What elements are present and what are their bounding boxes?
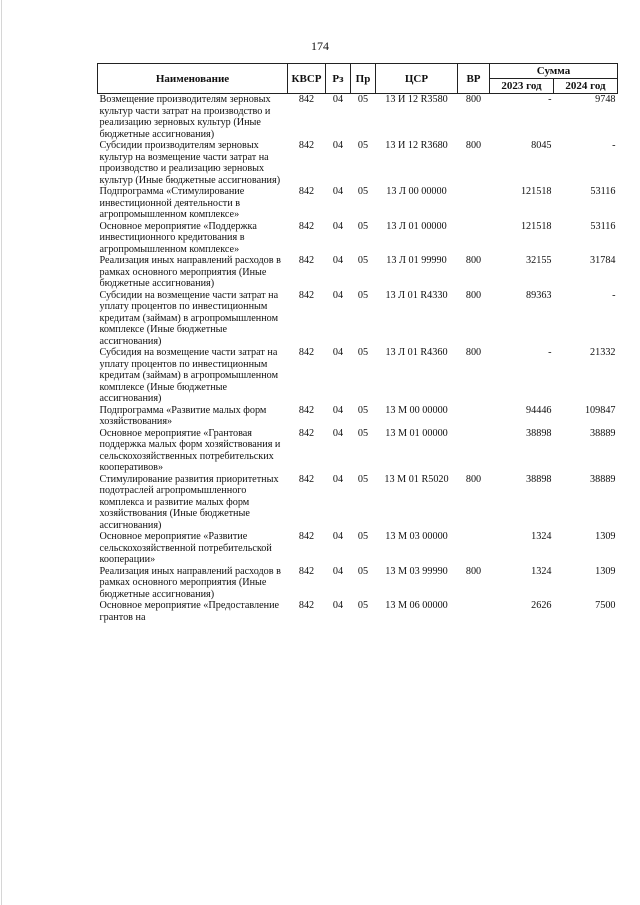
row-sum-2023-cell: 38898 [526, 427, 552, 439]
table-row [98, 474, 618, 532]
table-row [98, 600, 618, 623]
row-pr-cell: 05 [357, 94, 369, 105]
row-sum-2024-cell: 53116 [590, 186, 616, 197]
row-vr-cell: 800 [465, 140, 482, 151]
row-name-cell: Основное мероприятие «Развитие сельскохозяйственной потребительской кооперации» [99, 531, 272, 565]
row-name-cell: Субсидия на возмещение части затрат на уплату процентов по инвестиционным кредитам (займам) в агропромышленном комплексе (Иные бюджетные ассигнования) [99, 347, 279, 404]
row-rz-cell: 04 [332, 565, 344, 577]
row-pr-cell: 05 [357, 473, 369, 485]
table-row [98, 94, 618, 141]
row-vr-cell [458, 221, 490, 256]
row-kvsr-cell: 842 [298, 140, 315, 151]
row-csr-cell: 13 Л 01 99990 [386, 255, 447, 266]
header-sum: Сумма [490, 64, 618, 79]
row-pr-cell: 05 [357, 565, 369, 577]
row-name-cell: Реализация иных направлений расходов в рамках основного мероприятия (Иные бюджетные ассигнования) [99, 255, 281, 289]
row-vr-cell: 800 [465, 94, 482, 105]
row-kvsr-cell: 842 [298, 531, 315, 542]
row-rz-cell: 04 [332, 140, 344, 151]
row-csr-cell: 13 М 00 00000 [385, 404, 448, 416]
row-vr-cell [458, 405, 490, 428]
row-csr-cell: 13 М 01 00000 [385, 427, 448, 439]
row-pr-cell: 05 [357, 255, 369, 266]
row-vr-cell [458, 600, 490, 623]
table-row [98, 140, 618, 186]
table-row [98, 255, 618, 290]
row-csr-cell: 13 И 12 R3680 [385, 140, 448, 151]
row-sum-2024-cell: 31784 [590, 255, 616, 266]
header-year-2024: 2024 год [554, 79, 618, 94]
row-name-cell: Подпрограмма «Стимулирование инвестиционной деятельности в агропромышленном комплексе» [99, 186, 245, 220]
row-sum-2024-cell: - [612, 140, 616, 151]
row-pr-cell: 05 [357, 140, 369, 151]
row-name-cell: Основное мероприятие «Поддержка инвестиционного кредитования в агропромышленном комплексе» [99, 220, 257, 255]
row-rz-cell: 04 [332, 427, 344, 439]
row-sum-2023-cell: 121518 [520, 186, 552, 197]
row-csr-cell: 13 Л 01 R4330 [385, 289, 448, 301]
row-csr-cell: 13 М 06 00000 [385, 600, 448, 611]
scan-edge [1, 0, 2, 905]
row-kvsr-cell: 842 [298, 347, 315, 358]
row-pr-cell: 05 [357, 347, 369, 358]
row-rz-cell: 04 [332, 404, 344, 416]
row-sum-2023-cell: 89363 [526, 289, 552, 301]
row-name-cell: Основное мероприятие «Предоставление грантов на [99, 600, 280, 623]
row-kvsr-cell: 842 [298, 427, 315, 439]
table-row [98, 428, 618, 474]
table-row [98, 290, 618, 348]
row-sum-2024-cell: 109847 [584, 404, 616, 416]
row-sum-2024-cell: 7500 [595, 600, 616, 611]
row-vr-cell [458, 531, 490, 566]
header-name: Наименование [98, 64, 288, 94]
row-sum-2024-cell: 38889 [590, 427, 616, 439]
row-rz-cell: 04 [332, 186, 344, 197]
row-kvsr-cell: 842 [298, 473, 315, 485]
row-kvsr-cell: 842 [298, 565, 315, 577]
header-csr: ЦСР [376, 64, 458, 94]
row-sum-2023-cell: - [548, 347, 552, 358]
row-csr-cell: 13 М 03 00000 [385, 531, 448, 542]
row-csr-cell: 13 Л 01 00000 [386, 220, 447, 232]
row-pr-cell: 05 [357, 404, 369, 416]
row-csr-cell: 13 Л 00 00000 [386, 186, 447, 197]
row-rz-cell: 04 [332, 600, 344, 611]
row-sum-2023-cell: 1324 [531, 531, 552, 542]
row-vr-cell: 800 [465, 565, 482, 577]
budget-table [97, 63, 618, 623]
row-sum-2024-cell: 1309 [595, 565, 616, 577]
table-row [98, 221, 618, 256]
table-body [98, 94, 618, 624]
row-sum-2023-cell: 121518 [520, 220, 552, 232]
row-vr-cell: 800 [465, 289, 482, 301]
row-csr-cell: 13 М 01 R5020 [384, 473, 449, 485]
row-rz-cell: 04 [332, 94, 344, 105]
row-vr-cell [458, 428, 490, 474]
row-kvsr-cell: 842 [298, 255, 315, 266]
table-header [98, 64, 618, 94]
row-sum-2023-cell: - [548, 94, 552, 105]
row-rz-cell: 04 [332, 531, 344, 542]
row-sum-2024-cell: 53116 [590, 220, 616, 232]
table-row [98, 531, 618, 566]
row-sum-2024-cell: - [612, 289, 616, 301]
table-row [98, 347, 618, 405]
row-name-cell: Стимулирование развития приоритетных подотраслей агропромышленного комплекса и развитие малых форм хозяйствования (Иные бюджетные ассигнования) [99, 473, 279, 531]
row-csr-cell: 13 И 12 R3580 [385, 94, 448, 105]
row-pr-cell: 05 [357, 531, 369, 542]
row-vr-cell [458, 186, 490, 221]
row-sum-2023-cell: 8045 [531, 140, 552, 151]
row-sum-2024-cell: 1309 [595, 531, 616, 542]
row-name-cell: Субсидии на возмещение части затрат на уплату процентов по инвестиционным кредитам (займам) в агропромышленном комплексе (Иные бюджетные ассигнования) [99, 289, 279, 347]
row-vr-cell: 800 [465, 347, 482, 358]
row-name-cell: Субсидии производителям зерновых культур на возмещение части затрат на производство и реализацию зерновых культур (Иные бюджетные ассигнования) [99, 140, 281, 186]
header-rz: Рз [326, 64, 351, 94]
row-pr-cell: 05 [357, 427, 369, 439]
row-sum-2024-cell: 9748 [595, 94, 616, 105]
row-csr-cell: 13 Л 01 R4360 [385, 347, 448, 358]
row-pr-cell: 05 [357, 186, 369, 197]
row-sum-2023-cell: 94446 [526, 404, 552, 416]
row-csr-cell: 13 М 03 99990 [385, 565, 448, 577]
row-pr-cell: 05 [357, 600, 369, 611]
row-sum-2023-cell: 2626 [531, 600, 552, 611]
header-pr: Пр [351, 64, 376, 94]
row-vr-cell: 800 [465, 255, 482, 266]
row-rz-cell: 04 [332, 289, 344, 301]
row-sum-2023-cell: 32155 [526, 255, 552, 266]
row-rz-cell: 04 [332, 255, 344, 266]
row-kvsr-cell: 842 [298, 289, 315, 301]
row-kvsr-cell: 842 [298, 220, 315, 232]
row-sum-2024-cell: 38889 [590, 473, 616, 485]
row-kvsr-cell: 842 [298, 94, 315, 105]
row-name-cell: Реализация иных направлений расходов в рамках основного мероприятия (Иные бюджетные ассигнования) [99, 565, 281, 600]
row-kvsr-cell: 842 [298, 404, 315, 416]
header-year-2023: 2023 год [490, 79, 554, 94]
row-rz-cell: 04 [332, 220, 344, 232]
table-row [98, 566, 618, 601]
row-sum-2023-cell: 1324 [531, 565, 552, 577]
header-vr: ВР [458, 64, 490, 94]
row-rz-cell: 04 [332, 473, 344, 485]
row-name-cell: Возмещение производителям зерновых культур части затрат на производство и реализацию зерновых культур (Иные бюджетные ассигнования) [99, 94, 271, 140]
row-sum-2023-cell: 38898 [526, 473, 552, 485]
row-pr-cell: 05 [357, 220, 369, 232]
row-vr-cell: 800 [465, 473, 482, 485]
row-kvsr-cell: 842 [298, 186, 315, 197]
row-name-cell: Основное мероприятие «Грантовая поддержка малых форм хозяйствования и сельскохозяйственных потребительских кооперативов» [99, 427, 281, 473]
page-number: 174 [311, 39, 329, 53]
header-kvsr: КВСР [288, 64, 326, 94]
row-name-cell: Подпрограмма «Развитие малых форм хозяйствования» [99, 404, 267, 427]
table-row [98, 405, 618, 428]
row-sum-2024-cell: 21332 [590, 347, 616, 358]
row-kvsr-cell: 842 [298, 600, 315, 611]
table-row [98, 186, 618, 221]
row-rz-cell: 04 [332, 347, 344, 358]
row-pr-cell: 05 [357, 289, 369, 301]
